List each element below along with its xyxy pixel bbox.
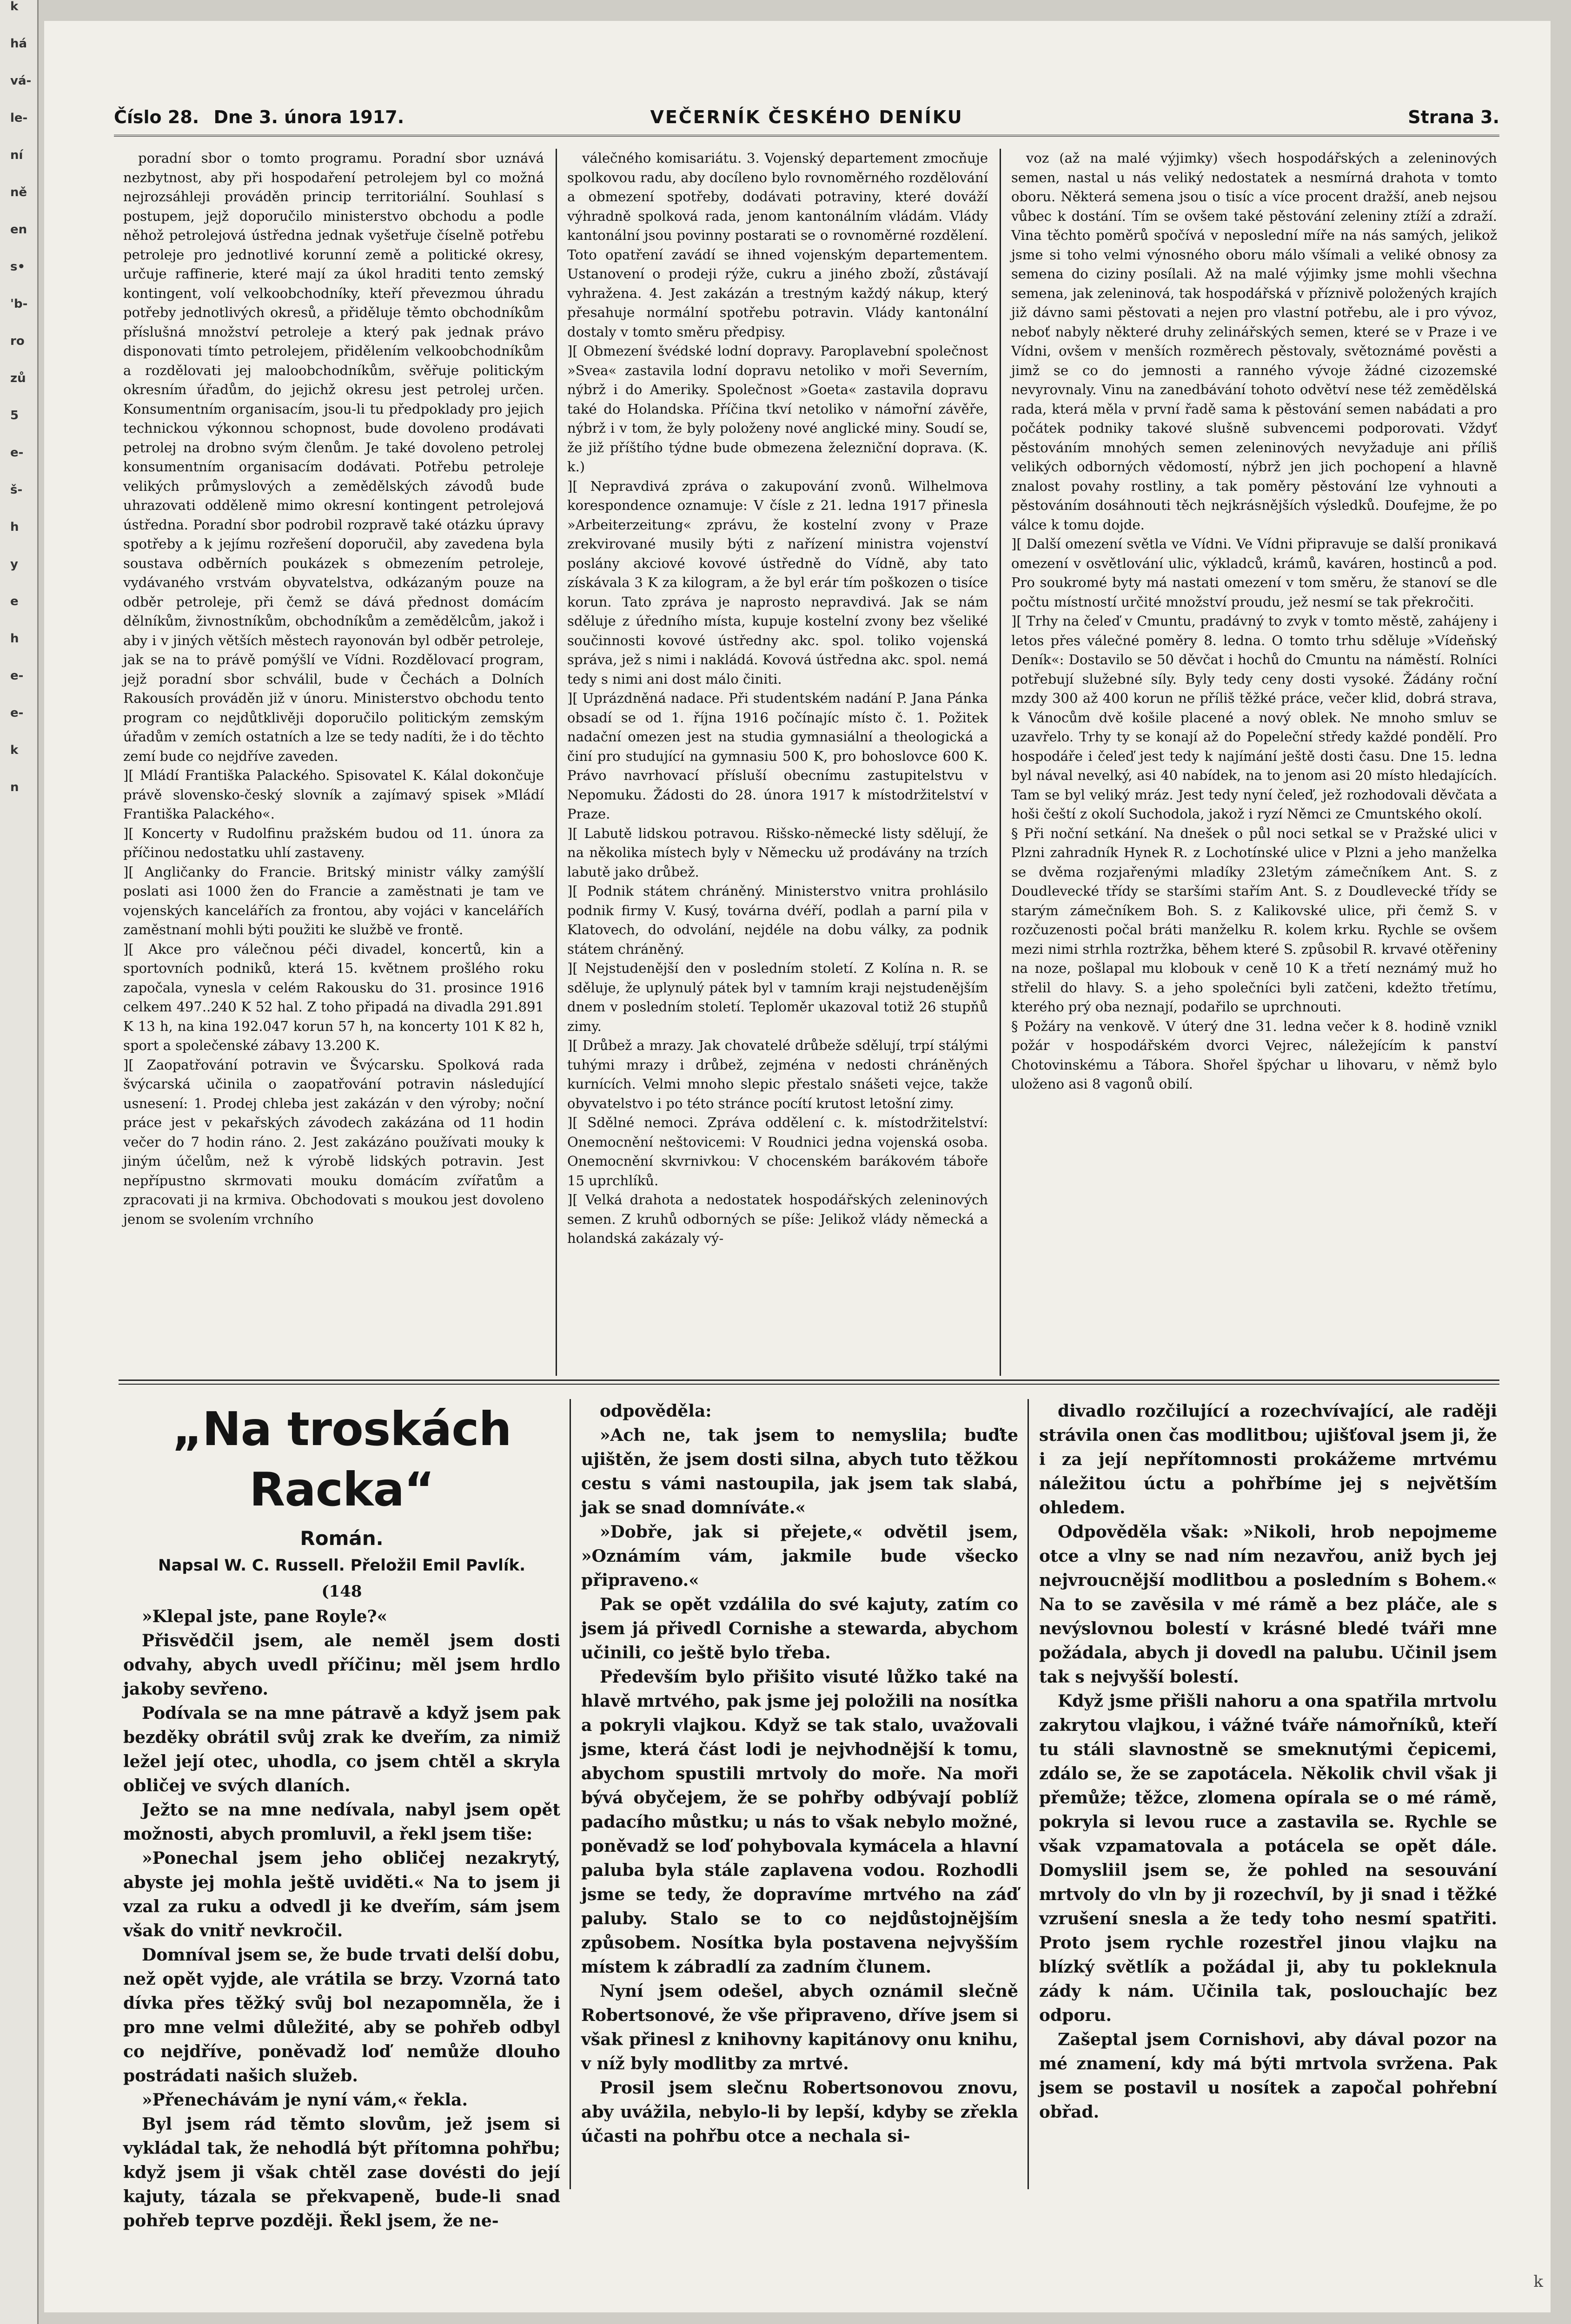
paragraph: Odpověděla však: »Nikoli, hrob nepojmeme otce a vlny se nad ním nezavřou, aniž bych jej nejvroucnější modlitbou a posledním s Bohem.« Na to se zavěsila v mé rámě a bez pláče, ale s nevýslovnou bolestí v krásné bledé tváři mne požádala, abych ji dovedl na palubu. Učinil jsem tak s nejvyšší bolestí. [1039, 1522, 1497, 1687]
prev-page-fragment: š- [10, 483, 23, 497]
paragraph: Prosil jsem slečnu Robertsonovou znovu, aby uvážila, nebylo-li by lepší, kdyby se zřekla účasti na pohřbu otce a nechala si- [581, 2078, 1018, 2146]
paragraph: Ježto se na mne nedívala, nabyl jsem opět možnosti, abych promluvil, a řekl jsem tiše: [123, 1800, 560, 1844]
paragraph: ][ Labutě lidskou potravou. Rišsko-německé listy sdělují, že na několika místech byly v Německu už prodávány na trzích labutě jako drůbež. [567, 825, 988, 880]
masthead-title: VEČERNÍK ČESKÉHO DENÍKU [650, 107, 963, 127]
prev-page-fragment: ro [10, 334, 25, 348]
column-divider [556, 149, 557, 1376]
paragraph: ][ Akce pro válečnou péči divadel, koncertů, kin a sportovních podniků, která 15. květnem prošlého roku započala, vynesla v celém Rakousku do 31. prosince 1916 celkem 497..240 K 52 hal. Z toho připadá na divadla 291.891 K 13 h, na kina 192.047 korun 57 h, na koncerty 101 K 82 h, sport a společenské zábavy 13.200 K. [123, 941, 544, 1053]
prev-page-fragment: h [10, 632, 19, 646]
paragraph: ][ Nepravdivá zpráva o zakupování zvonů. Wilhelmova korespondence oznamuje: V čísle z 21. ledna 1917 přinesla »Arbeiterzeitung« zprávu, že kostelní zvony v Praze zrekvirované musily býti z nařízení ministra vojenství poslány akciové kovové ústředně do Vídně, aby tato získávala 3 K za kilogram, a že byl erár tím poškozen o tisíce korun. Tato zpráva je naprosto nepravdivá. Jak se nám sděluje z úředního místa, kupuje kostelní zvony bez všeliké součinnosti kovové ústředny akc. spol. toliko vojenská správa, jež s nimi i nakládá. Kovová ústředna akc. spol. nemá tedy s nimi ani dost málo činiti. [567, 478, 988, 687]
feuilleton-column-2 [581, 1399, 1018, 2189]
issue-date: Dne 3. února 1917. [213, 107, 404, 127]
news-columns [123, 149, 1497, 1376]
paragraph: Byl jsem rád těmto slovům, jež jsem si vykládal tak, že nehodlá být přítomna pohřbu; když jsem ji však chtěl zase dovésti do její kajuty, tázala se překvapeně, bude-li snad pohřeb teprve později. Řekl jsem, že ne- [123, 2114, 560, 2231]
issue-number: Číslo 28. [114, 107, 199, 127]
paragraph: ][ Angličanky do Francie. Britský ministr války zamýšlí poslati asi 1000 žen do Francie a zaměstnati je tam ve vojenských kancelářích za frontou, aby vojáci v kancelářích zaměstnaní mohli býti použiti ke službě ve frontě. [123, 864, 544, 938]
prev-page-fragment: h [10, 520, 19, 534]
installment-number: (148 [321, 1582, 362, 1601]
novel-genre: Román. [300, 1527, 384, 1550]
paragraph: voz (až na malé výjimky) všech hospodářských a zeleninových semen, nastal u nás veliký nedostatek a nesmírná drahota v tomto oboru. Některá semena jsou o tisíc a více procent dražší, aneb nejsou vůbec k dostání. Tím se ovšem také pěstování zeleniny ztíží a zdraží. Vina těchto poměrů spočívá v neposlední míře na nás samých, jelikož jsme si toho velmi výnosného oboru málo všímali a veliké obnosy za semena do ciziny posílali. Až na malé výjimky jsme mohli všechna semena, jak zeleninová, tak hospodářská v příznivě položených krajích již dávno sami pěstovati a nejen pro vlastní potřebu, ale i pro vývoz, neboť nabyly některé druhy zelinářských semen, které se v Praze i ve Vídni, ovšem v menších rozměrech pěstovaly, světoznámé pověsti a jimž se co do jemnosti a ranného vývoje žádné cizozemské nevyrovnaly. Vinu na zanedbávání tohoto odvětví nese též zemědělská rada, která měla v první řadě sama k pěstování semen nabádati a pro počátek podniky takové slušně subvencemi podporovati. Vždyť pěstováním mnohých semen zeleninových nevyžaduje ani příliš velikých odborných vědomostí, nýbrž jen jich pochopení a hlavně znalost povahy rostliny, a tak poměry pěstování lze vyhnouti a pěstováním dosáhnouti těch nejkrásnějších výsledků. Doufejme, že po válce k tomu dojde. [1011, 150, 1497, 533]
prev-page-fragment: 5 [10, 409, 19, 423]
column-divider [1000, 149, 1001, 1376]
paragraph: ][ Mládí Františka Palackého. Spisovatel K. Kálal dokončuje právě slovensko-český slovník a zajímavý spisek »Mládí Františka Palackého«. [123, 767, 544, 822]
feuilleton-text-1 [123, 1604, 560, 2233]
prev-page-fragment: y [10, 557, 18, 571]
paragraph: válečného komisariátu. 3. Vojenský departement zmocňuje spolkovou radu, aby docíleno bylo rovnoměrného rozdělování a obmezení spotřeby, dodávati potraviny, které dováží výhradně spolková rada, jenom kantonálním vládám. Vlády kantonální jsou povinny postarati se o rovnoměrné rozdělení. Toto opatření zavádí se ihned vojenským departementem. Ustanovení o prodeji rýže, cukru a jiného zboží, zůstávají vyhražena. 4. Jest zakázán a trestným každý nákup, který přesahuje normální spotřebu potravin. Vlády kantonální dostaly v tomto směru předpisy. [567, 150, 988, 340]
paragraph: ][ Trhy na čeleď v Cmuntu, pradávný to zvyk v tomto městě, zahájeny i letos přes válečné poměry 8. ledna. O tomto trhu sděluje »Vídeňský Deník«: Dostavilo se 50 děvčat i hochů do Cmuntu na náměstí. Rolníci potřebují služebné síly. Byly tedy ceny dosti vysoké. Žádány roční mzdy 300 až 400 korun ne příliš těžké práce, večer klid, dobrá strava, k Vánocům dvě košile placené a nový oblek. Ne mnoho smluv se uzavřelo. Trhy ty se konají až do Popeleční středy každé pondělí. Pro hospodáře i čeleď jest tedy k najímání ještě dosti času. Dne 15. ledna byl nával nevelký, asi 40 nabídek, na to jenom asi 20 místo hledajících. Tam se byl veliký mráz. Jest tedy nyní čeleď, jež rozhodovali děvčata a hoši čeští z okolí Suchodola, jakož i ryzí Němci ze Cmuntského okolí. [1011, 613, 1497, 822]
paragraph: Především bylo přišito visuté lůžko také na hlavě mrtvého, pak jsme jej položili na nosítka a pokryli vlajkou. Když se tak stalo, uvažovali jsme, která část lodi je nejvhodnější k tomu, abychom spustili mrtvoly do moře. Na moři bývá obyčejem, že se pohřby odbývají poblíž padacího můstku; u nás to však nebylo možné, poněvadž se loď pohybovala kymácela a hlavní paluba byla stále zaplavena vodou. Rozhodli jsme se tedy, že dopravíme mrtvého na záď paluby. Stalo se to co nejdůstojnějším způsobem. Nosítka byla postavena nejvyšším místem k zábradlí za zadním člunem. [581, 1667, 1018, 1977]
paragraph: Přisvědčil jsem, ale neměl jsem dosti odvahy, abych uvedl příčinu; měl jsem hrdlo jakoby sevřeno. [123, 1631, 560, 1699]
prev-page-fragment: vá- [10, 74, 32, 88]
prev-page-fragment: le- [10, 111, 28, 125]
paragraph: »Dobře, jak si přejete,« odvětil jsem, »Oznámím vám, jakmile bude všecko připraveno.« [581, 1522, 1018, 1590]
news-column-1 [123, 149, 544, 1376]
paragraph: ][ Uprázdněná nadace. Při studentském nadání P. Jana Pánka obsadí se od 1. října 1916 počínajíc místo č. 1. Požitek nadační omezen jest na studia gymnasiální a theologická a činí pro studující na gymnasiu 500 K, pro bohoslovce 600 K. Právo navrhovací přísluší obecnímu zastupitelstvu v Nepomuku. Žádosti do 28. února 1917 k místodržitelství v Praze. [567, 690, 988, 822]
news-column-3 [1011, 149, 1497, 1376]
feuilleton-section [123, 1399, 1497, 2231]
feuilleton-rule [119, 1380, 1499, 1385]
paragraph: § Při noční setkání. Na dnešek o půl noci setkal se v Pražské ulici v Plzni zahradník Hynek R. z Lochotínské ulice v Plzni a jeho manželka se dvěma rozjařenými mladíky 23letým zámečníkem Ant. S. z Doudlevecké třídy se staršími stařím Ant. S. z Doudlevecké třídy se starým zámečníkem Boh. S. z Kalikovské ulice, při čemž S. v rozčuzenosti počal bráti manželku R. kolem krku. Rychle se ovšem mezi nimi strhla roztržka, během které S. způsobil R. krvavé otěřeniny na noze, pošlapal mu klobouk v ceně 10 K a třetí neznámý muž ho střelil do hlavy. S. a jeho společníci byli zatčeni, kdežto třetímu, kterého prý oba neznají, podařilo se uprchnouti. [1011, 825, 1497, 1015]
prev-page-fragment: e- [10, 706, 24, 720]
paragraph: ][ Obmezení švédské lodní dopravy. Paroplavební společnost »Svea« zastavila lodní dopravu netoliko v moři Severním, nýbrž i do Ameriky. Společnost »Goeta« zastavila dopravu také do Holandska. Příčina tkví netoliko v námořní závěře, nýbrž i v tom, že byly položeny nové anglické miny. Soudí se, že již příštího týdne bude obmezena železniční doprava. (K. k.) [567, 343, 988, 475]
page-header [114, 88, 1499, 137]
news-column-2 [567, 149, 988, 1376]
paragraph: Pak se opět vzdálila do své kajuty, zatím co jsem já přivedl Cornishe a stewarda, abychom učinili, co ještě bylo třeba. [581, 1595, 1018, 1663]
paragraph: Nyní jsem odešel, abych oznámil slečně Robertsonové, že vše připraveno, dříve jsem si však přinesl z knihovny kapitánovy onu knihu, v níž byly modlitby za mrtvé. [581, 1981, 1018, 2073]
paragraph: ][ Drůbež a mrazy. Jak chovatelé drůbeže sdělují, trpí stálými tuhými mrazy i drůbež, zejména v nedosti chráněných kurnících. Velmi mnoho slepic přestalo snášeti vejce, takže obyvatelstvo i po této stránce pocítí krutost letošní zimy. [567, 1037, 988, 1111]
paragraph: Zašeptal jsem Cornishovi, aby dával pozor na mé znamení, kdy má býti mrtvola svržena. Pak jsem se postavil u nosítek a započal pohřební obřad. [1039, 2030, 1497, 2122]
prev-page-fragment: k [10, 743, 19, 757]
corner-mark: k [1533, 2272, 1543, 2291]
prev-page-fragment: s• [10, 260, 26, 274]
prev-page-fragment: e [10, 594, 19, 608]
paragraph: ][ Sdělné nemoci. Zpráva oddělení c. k. místodržitelství: Onemocnění neštovicemi: V Roudnici jedna vojenská osoba. Onemocnění skvrnivkou: V chocenském barákovém táboře 15 uprchlíků. [567, 1115, 988, 1188]
prev-page-fragment: en [10, 223, 27, 237]
paragraph: ][ Nejstudenější den v posledním století. Z Kolína n. R. se sděluje, že uplynulý pátek byl v tamním kraji nejstudenějším dnem v posledním století. Teploměr ukazoval totiž 26 stupňů zimy. [567, 960, 988, 1034]
prev-page-fragment: n [10, 780, 19, 794]
paragraph: Domníval jsem se, že bude trvati delší dobu, než opět vyjde, ale vrátila se brzy. Vzorná tato dívka přes těžký svůj bol nezapomněla, že i pro mne velmi důležité, aby se pohřeb odbyl co nejdříve, poněvadž loď nemůže dlouho postrádati našich služeb. [123, 1945, 560, 2086]
prev-page-fragment: zů [10, 371, 26, 385]
paragraph: »Klepal jste, pane Royle?« [142, 1607, 388, 1626]
feuilleton-column-3 [1039, 1399, 1497, 2189]
paragraph: ][ Koncerty v Rudolfinu pražském budou od 11. února za příčinou nedostatku uhlí zastaveny. [123, 825, 544, 860]
prev-page-fragment: ní [10, 148, 23, 162]
prev-page-fragment: k [10, 0, 19, 13]
paragraph: »Přenechávám je nyní vám,« řekla. [142, 2090, 468, 2110]
paragraph: »Ponechal jsem jeho obličej nezakrytý, abyste jej mohla ještě uviděti.« Na to jsem ji vzal za ruku a odvedl ji ke dveřím, sám jsem však do vnitř nevkročil. [123, 1849, 560, 1941]
column-divider [570, 1399, 571, 2189]
paragraph: odpověděla: [600, 1401, 712, 1421]
paragraph: ][ Podnik státem chráněný. Ministerstvo vnitra prohlásilo podnik firmy V. Kusý, továrna dvéří, podlah a parní pila v Klatovech, do odvolání, nejdéle na dobu války, za podnik státem chráněný. [567, 883, 988, 957]
paragraph: Podívala se na mne pátravě a když jsem pak bezděky obrátil svůj zrak ke dveřím, za nimiž ležel její otec, uhodla, co jsem chtěl a skryla obličej ve svých dlaních. [123, 1703, 560, 1796]
prev-page-fragment: 'b- [10, 297, 28, 311]
column-divider [1027, 1399, 1029, 2189]
paragraph: ][ Velká drahota a nedostatek hospodářských zeleninových semen. Z kruhů odborných se píše: Jelikož vlády německá a holandská zakázaly vý- [567, 1192, 988, 1246]
paragraph: ][ Další omezení světla ve Vídni. Ve Vídni připravuje se další pronikavá omezení v osvětlování ulic, výkladců, krámů, kaváren, hostinců a pod. Pro soukromé byty má nastati omezení v tom směru, že stanoví se dle počtu místností určité množství proudu, jež nesmí se tak překročiti. [1011, 536, 1497, 610]
prev-page-fragment: há [10, 37, 27, 51]
paragraph: § Požáry na venkově. V úterý dne 31. ledna večer k 8. hodině vznikl požár v hospodářském dvorci Vejrec, náležejícím k panství Chotovinskému a Tábora. Shořel špýchar u lihovaru, v němž bylo uloženo asi 8 vagonů obilí. [1011, 1018, 1497, 1092]
prev-page-fragment: e- [10, 446, 24, 460]
paragraph: ][ Zaopatřování potravin ve Švýcarsku. Spolková rada švýcarská učinila o zaopatřování potravin následující usnesení: 1. Prodej chleba jest zakázán v den výroby; noční práce jest v pekařských závodech zakázána od 11 hodin večer do 7 hodin ráno. 2. Jest zakázáno používati mouky k jiným účelům, než k výrobě lidských potravin. Jest nepřípustno skrmovati mouku domácím zvířatům a zpracovati ji na krmiva. Obchodovati s moukou jest dovoleno jenom se svolením vrchního [123, 1056, 544, 1227]
novel-title: „Na troskách Racka“ [172, 1402, 511, 1517]
novel-author: Napsal W. C. Russell. Přeložil Emil Pavlík. [158, 1556, 526, 1575]
paragraph: Když jsme přišli nahoru a ona spatřila mrtvolu zakrytou vlajkou, i vážné tváře námořníků, kteří tu stáli slavnostně se smeknutými čepicemi, zdálo se, že se zapotácela. Několik chvil však ji přemůže; těžce, zlomena opírala se o mé rámě, pokryla si levou ruce a zastavila se. Rychle se však vzpamatovala a potácela se opět dále. Domysliil jsem se, že pohled na sesouvání mrtvoly do vln by ji rozechvíl, by ji snad i těžké vzrušení snesla a že tedy toho nesmí spatřiti. Proto jsem rychle rozestřel jinou vlajku na blízký světlík a požádal ji, aby tu pokleknula zády k nám. Učinila tak, poslouchajíc bez odporu. [1039, 1691, 1497, 2025]
previous-page-edge [0, 0, 39, 2324]
paragraph: divadlo rozčilující a rozechvívající, ale raději strávila onen čas modlitbou; ujišťoval jsem ji, že i za její nepřítomnosti prokážeme mrtvému náležitou úctu a pohřbíme jej s největším ohledem. [1039, 1401, 1497, 1518]
page-number: Strana 3. [1408, 107, 1499, 127]
paragraph: »Ach ne, tak jsem to nemyslila; buďte ujištěn, že jsem dosti silna, abych tuto těžkou cestu s vámi nastoupila, jak jsem tak slabá, jak se snad domníváte.« [581, 1426, 1018, 1518]
prev-page-fragment: e- [10, 669, 24, 683]
prev-page-fragment: ně [10, 185, 27, 199]
paragraph: poradní sbor o tomto programu. Poradní sbor uznává nezbytnost, aby při hospodaření petrolejem byl co možná nejrozsáhleji prováděn princip territoriální. Souhlasí s postupem, jejž doporučilo ministerstvo obchodu a podle něhož petrolejová ústředna jednak vyšetřuje číselně potřebu petroleje pro jednotlivé korunní země a politické okresy, určuje raffinerie, které mají za úkol hraditi tento zemský kontingent, volí velkoobchodníky, kteří převezmou úhradu potřeby jednotlivých okresů, a přiděluje těmto obchodníkům příslušná množství petroleje a který pak jednak právo disponovati tímto petrolejem, přidělením velkoobchodníkům a rozdělovati jej maloobchodníkům, svěřuje politickým okresním úřadům, do jejichž okresu jest petrolej určen. Konsumentním organisacím, jsou-li tu předpoklady pro jejich technickou výkonnou schopnost, bude dovoleno prodávati petrolej na drobno svým členům. Je také dovoleno petrolej konsumentním organisacím dodávati. Potřebu petroleje velikých průmyslových a zemědělských závodů bude uhrazovati odděleně mimo okresní kontingent petrolejová ústředna. Poradní sbor podrobil rozpravě také otázku úpravy spotřeby a k jejímu rozřešení doporučil, aby zavedena byla soustava odběrních poukázek s obmezením petroleje, vydávaného vrstvám obyvatelstva, odkázaným pouze na odběr petroleje, při čemž se dává přednost domácím dělníkům, živnostníkům, obchodníkům a zemědělcům, jakož i aby i v jiných větších městech rayonován byl odběr petroleje, jak se na to právě pomýšlí ve Vídni. Rozdělovací program, jejž poradní sbor schválil, bude v Čechách a Dolních Rakousích prováděn již v únoru. Ministerstvo obchodu tento program co nejdůtklivěji doporučilo politickým zemským úřadům v zemích ostatních a lze se tedy nadíti, že i do těchto zemí bude co nejdříve zaveden. [123, 150, 544, 764]
feuilleton-column-1 [123, 1399, 560, 2231]
